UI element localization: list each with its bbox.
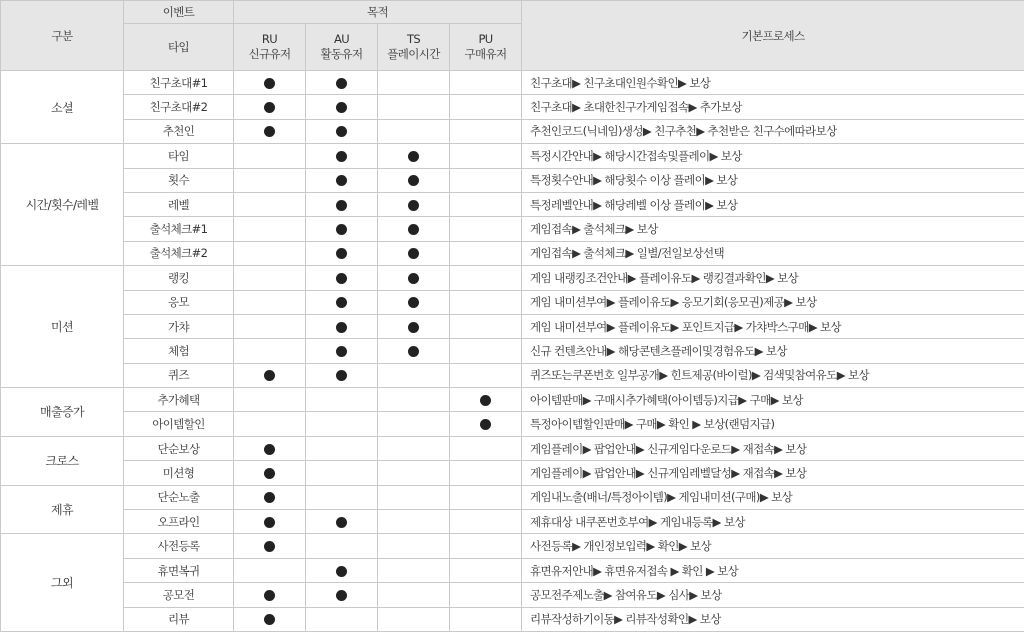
type-cell: 공모전: [124, 583, 234, 607]
table-row: [1, 534, 1024, 558]
purpose-cell-ru: [234, 485, 306, 509]
purpose-cell-ru: [234, 388, 306, 412]
process-cell: 특정횟수안내▶ 해당횟수 이상 플레이▶ 보상: [522, 168, 1024, 192]
type-cell: 추가혜택: [124, 388, 234, 412]
purpose-cell-ts: [378, 314, 450, 338]
type-cell: 아이템할인: [124, 412, 234, 436]
filled-circle-icon: [336, 566, 347, 577]
purpose-label: 구매유저: [464, 47, 507, 61]
filled-circle-icon: [264, 370, 275, 381]
table-row: [1, 217, 1024, 241]
process-cell: 게임접속▶ 출석체크▶ 일별/전일보상선택: [522, 241, 1024, 265]
filled-circle-icon: [336, 224, 347, 235]
header-event: 이벤트: [124, 1, 234, 24]
purpose-cell-ts: [378, 266, 450, 290]
purpose-cell-au: [306, 192, 378, 216]
header-purpose: 목적: [234, 1, 522, 24]
purpose-cell-ru: [234, 144, 306, 168]
purpose-cell-pu: [450, 339, 522, 363]
type-cell: 타임: [124, 144, 234, 168]
table-row: [1, 71, 1024, 95]
purpose-cell-ru: [234, 363, 306, 387]
table-row: [1, 461, 1024, 485]
table-row: [1, 607, 1024, 631]
table-row: [1, 485, 1024, 509]
purpose-cell-pu: [450, 363, 522, 387]
table-row: [1, 314, 1024, 338]
type-cell: 친구초대#1: [124, 71, 234, 95]
filled-circle-icon: [336, 248, 347, 259]
purpose-cell-pu: [450, 290, 522, 314]
purpose-cell-ru: [234, 168, 306, 192]
purpose-cell-ru: [234, 290, 306, 314]
purpose-cell-au: [306, 241, 378, 265]
process-cell: 제휴대상 내쿠폰번호부여▶ 게임내등록▶ 보상: [522, 510, 1024, 534]
purpose-code: PU: [478, 32, 493, 46]
filled-circle-icon: [264, 102, 275, 113]
purpose-cell-ts: [378, 388, 450, 412]
process-cell: 사전등록▶ 개인정보입력▶ 확인▶ 보상: [522, 534, 1024, 558]
purpose-cell-ts: [378, 339, 450, 363]
filled-circle-icon: [408, 248, 419, 259]
filled-circle-icon: [264, 492, 275, 503]
purpose-cell-ru: [234, 412, 306, 436]
purpose-cell-pu: [450, 583, 522, 607]
filled-circle-icon: [336, 370, 347, 381]
purpose-cell-pu: [450, 168, 522, 192]
category-cell: 크로스: [1, 436, 124, 485]
filled-circle-icon: [336, 175, 347, 186]
purpose-cell-pu: [450, 266, 522, 290]
purpose-cell-pu: [450, 412, 522, 436]
purpose-cell-ru: [234, 583, 306, 607]
filled-circle-icon: [336, 200, 347, 211]
purpose-cell-ts: [378, 461, 450, 485]
purpose-cell-pu: [450, 485, 522, 509]
purpose-cell-au: [306, 314, 378, 338]
purpose-cell-au: [306, 558, 378, 582]
purpose-cell-pu: [450, 217, 522, 241]
purpose-cell-ru: [234, 266, 306, 290]
purpose-cell-pu: [450, 558, 522, 582]
category-cell: 소셜: [1, 71, 124, 144]
type-cell: 단순보상: [124, 436, 234, 460]
type-cell: 추천인: [124, 119, 234, 143]
purpose-cell-ts: [378, 510, 450, 534]
header-purpose-pu: [450, 24, 522, 71]
purpose-cell-ts: [378, 95, 450, 119]
table-row: [1, 168, 1024, 192]
process-cell: 퀴즈또는쿠폰번호 일부공개▶ 힌트제공(바이럴)▶ 검색및참여유도▶ 보상: [522, 363, 1024, 387]
filled-circle-icon: [336, 322, 347, 333]
filled-circle-icon: [408, 273, 419, 284]
filled-circle-icon: [408, 297, 419, 308]
filled-circle-icon: [336, 102, 347, 113]
purpose-cell-ts: [378, 558, 450, 582]
table-row: [1, 558, 1024, 582]
purpose-cell-pu: [450, 314, 522, 338]
header-purpose-ru: [234, 24, 306, 71]
type-cell: 리뷰: [124, 607, 234, 631]
purpose-cell-pu: [450, 119, 522, 143]
purpose-cell-ru: [234, 558, 306, 582]
purpose-cell-pu: [450, 144, 522, 168]
purpose-cell-au: [306, 583, 378, 607]
purpose-label: 플레이시간: [387, 47, 440, 61]
type-cell: 단순노출: [124, 485, 234, 509]
table-row: [1, 436, 1024, 460]
type-cell: 친구초대#2: [124, 95, 234, 119]
purpose-cell-au: [306, 510, 378, 534]
type-cell: 응모: [124, 290, 234, 314]
purpose-cell-ts: [378, 607, 450, 631]
type-cell: 휴면복귀: [124, 558, 234, 582]
type-cell: 레벨: [124, 192, 234, 216]
process-cell: 휴면유저안내▶ 휴면유저접속 ▶ 확인 ▶ 보상: [522, 558, 1024, 582]
purpose-cell-ru: [234, 607, 306, 631]
table-row: [1, 266, 1024, 290]
purpose-cell-ru: [234, 339, 306, 363]
purpose-cell-pu: [450, 461, 522, 485]
purpose-cell-ts: [378, 192, 450, 216]
table-row: [1, 241, 1024, 265]
filled-circle-icon: [264, 590, 275, 601]
filled-circle-icon: [264, 78, 275, 89]
purpose-cell-ts: [378, 241, 450, 265]
purpose-cell-au: [306, 144, 378, 168]
type-cell: 가챠: [124, 314, 234, 338]
purpose-cell-ru: [234, 241, 306, 265]
table-row: [1, 363, 1024, 387]
filled-circle-icon: [264, 614, 275, 625]
filled-circle-icon: [408, 200, 419, 211]
purpose-cell-ts: [378, 119, 450, 143]
purpose-code: RU: [261, 32, 278, 46]
process-cell: 친구초대▶ 초대한친구가게임접속▶ 추가보상: [522, 95, 1024, 119]
purpose-cell-ru: [234, 436, 306, 460]
purpose-cell-au: [306, 217, 378, 241]
table-row: [1, 388, 1024, 412]
type-cell: 출석체크#2: [124, 241, 234, 265]
purpose-cell-ts: [378, 71, 450, 95]
purpose-cell-au: [306, 363, 378, 387]
process-cell: 추천인코드(닉네임)생성▶ 친구추천▶ 추천받은 친구수에따라보상: [522, 119, 1024, 143]
purpose-cell-au: [306, 266, 378, 290]
filled-circle-icon: [264, 541, 275, 552]
purpose-cell-ts: [378, 436, 450, 460]
filled-circle-icon: [336, 517, 347, 528]
purpose-cell-au: [306, 95, 378, 119]
category-cell: 매출증가: [1, 388, 124, 437]
filled-circle-icon: [480, 419, 491, 430]
process-cell: 게임플레이▶ 팝업안내▶ 신규게임레벨달성▶ 재접속▶ 보상: [522, 461, 1024, 485]
purpose-cell-pu: [450, 534, 522, 558]
table-row: [1, 583, 1024, 607]
purpose-cell-pu: [450, 607, 522, 631]
purpose-cell-ru: [234, 510, 306, 534]
filled-circle-icon: [336, 78, 347, 89]
table-row: [1, 339, 1024, 363]
purpose-cell-au: [306, 168, 378, 192]
process-cell: 게임플레이▶ 팝업안내▶ 신규게임다운로드▶ 재접속▶ 보상: [522, 436, 1024, 460]
purpose-cell-ts: [378, 290, 450, 314]
purpose-cell-ts: [378, 168, 450, 192]
purpose-cell-au: [306, 388, 378, 412]
purpose-cell-au: [306, 71, 378, 95]
process-cell: 친구초대▶ 친구초대인원수확인▶ 보상: [522, 71, 1024, 95]
purpose-code: TS: [406, 32, 421, 46]
process-cell: 게임내노출(배너/특정아이템)▶ 게임내미션(구매)▶ 보상: [522, 485, 1024, 509]
purpose-cell-pu: [450, 71, 522, 95]
category-cell: 제휴: [1, 485, 124, 534]
purpose-cell-au: [306, 119, 378, 143]
type-cell: 사전등록: [124, 534, 234, 558]
process-cell: 아이템판매▶ 구매시추가혜택(아이템등)지급▶ 구매▶ 보상: [522, 388, 1024, 412]
purpose-cell-ru: [234, 71, 306, 95]
type-cell: 오프라인: [124, 510, 234, 534]
purpose-cell-pu: [450, 436, 522, 460]
filled-circle-icon: [408, 151, 419, 162]
filled-circle-icon: [336, 590, 347, 601]
type-cell: 횟수: [124, 168, 234, 192]
purpose-cell-ru: [234, 95, 306, 119]
process-cell: 게임 내랭킹조건안내▶ 플레이유도▶ 랭킹결과확인▶ 보상: [522, 266, 1024, 290]
filled-circle-icon: [264, 468, 275, 479]
purpose-cell-au: [306, 339, 378, 363]
filled-circle-icon: [264, 444, 275, 455]
filled-circle-icon: [408, 322, 419, 333]
type-cell: 체험: [124, 339, 234, 363]
header-category: 구분: [1, 1, 124, 71]
purpose-cell-ts: [378, 485, 450, 509]
process-cell: 게임 내미션부여▶ 플레이유도▶ 응모기회(응모권)제공▶ 보상: [522, 290, 1024, 314]
purpose-cell-pu: [450, 510, 522, 534]
process-cell: 신규 컨텐츠안내▶ 해당콘텐츠플레이및경험유도▶ 보상: [522, 339, 1024, 363]
purpose-cell-au: [306, 412, 378, 436]
category-cell: 시간/횟수/레벨: [1, 144, 124, 266]
table-row: [1, 95, 1024, 119]
type-cell: 미션형: [124, 461, 234, 485]
purpose-cell-pu: [450, 95, 522, 119]
purpose-cell-au: [306, 290, 378, 314]
purpose-cell-au: [306, 436, 378, 460]
purpose-cell-pu: [450, 388, 522, 412]
purpose-cell-ts: [378, 583, 450, 607]
header-purpose-ts: [378, 24, 450, 71]
purpose-cell-au: [306, 607, 378, 631]
process-cell: 게임 내미션부여▶ 플레이유도▶ 포인트지급▶ 가챠박스구매▶ 보상: [522, 314, 1024, 338]
table-row: [1, 412, 1024, 436]
filled-circle-icon: [336, 273, 347, 284]
process-cell: 리뷰작성하기이동▶ 리뷰작성확인▶ 보상: [522, 607, 1024, 631]
table-body: [1, 71, 1024, 632]
filled-circle-icon: [408, 346, 419, 357]
purpose-cell-ru: [234, 461, 306, 485]
category-cell: 미션: [1, 266, 124, 388]
purpose-cell-au: [306, 485, 378, 509]
filled-circle-icon: [336, 126, 347, 137]
process-cell: 게임접속▶ 출석체크▶ 보상: [522, 217, 1024, 241]
filled-circle-icon: [264, 126, 275, 137]
table-row: [1, 144, 1024, 168]
purpose-cell-pu: [450, 192, 522, 216]
purpose-label: 활동유저: [320, 47, 363, 61]
filled-circle-icon: [336, 346, 347, 357]
table-row: [1, 119, 1024, 143]
purpose-cell-ru: [234, 314, 306, 338]
process-cell: 공모전주제노출▶ 참여유도▶ 심사▶ 보상: [522, 583, 1024, 607]
purpose-cell-ru: [234, 217, 306, 241]
process-cell: 특정아이템할인판매▶ 구매▶ 확인 ▶ 보상(랜덤지급): [522, 412, 1024, 436]
purpose-cell-ts: [378, 144, 450, 168]
purpose-cell-au: [306, 534, 378, 558]
filled-circle-icon: [264, 517, 275, 528]
type-cell: 퀴즈: [124, 363, 234, 387]
purpose-cell-au: [306, 461, 378, 485]
purpose-cell-ts: [378, 534, 450, 558]
table-row: [1, 290, 1024, 314]
table-row: [1, 510, 1024, 534]
process-cell: 특정레벨안내▶ 해당레벨 이상 플레이▶ 보상: [522, 192, 1024, 216]
header-purpose-au: [306, 24, 378, 71]
process-cell: 특정시간안내▶ 해당시간접속및플레이▶ 보상: [522, 144, 1024, 168]
category-cell: 그외: [1, 534, 124, 632]
purpose-cell-ts: [378, 217, 450, 241]
filled-circle-icon: [480, 395, 491, 406]
purpose-label: 신규유저: [248, 47, 291, 61]
filled-circle-icon: [336, 297, 347, 308]
type-cell: 출석체크#1: [124, 217, 234, 241]
purpose-cell-ts: [378, 363, 450, 387]
purpose-code: AU: [333, 32, 350, 46]
purpose-cell-ru: [234, 534, 306, 558]
filled-circle-icon: [408, 224, 419, 235]
purpose-cell-pu: [450, 241, 522, 265]
purpose-cell-ru: [234, 192, 306, 216]
type-cell: 랭킹: [124, 266, 234, 290]
filled-circle-icon: [408, 175, 419, 186]
purpose-cell-ts: [378, 412, 450, 436]
purpose-cell-ru: [234, 119, 306, 143]
table-row: [1, 192, 1024, 216]
filled-circle-icon: [336, 151, 347, 162]
header-process: 기본프로세스: [522, 1, 1024, 71]
header-type: 타입: [124, 24, 234, 71]
